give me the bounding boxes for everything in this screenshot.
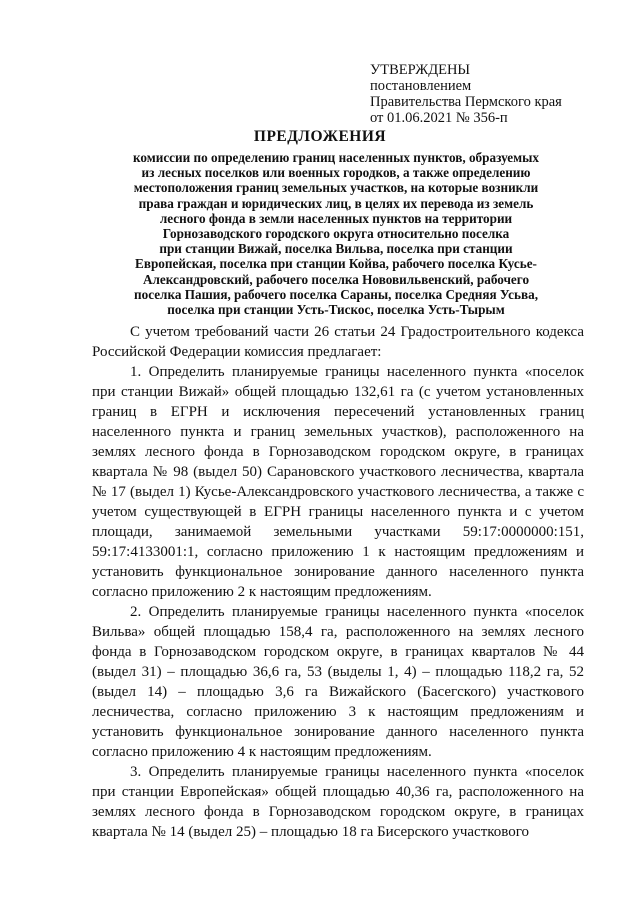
subtitle-line: права граждан и юридических лиц, в целях их перевода из земель	[138, 195, 534, 211]
subtitle-line: комиссии по определению границ населенных пунктов, образуемых	[132, 150, 540, 165]
approval-line: постановлением	[370, 78, 472, 94]
subtitle-line: из лесных поселков или военных городков, а также определению	[141, 165, 531, 181]
document-body	[92, 322, 584, 842]
subtitle-line: Европейская, поселка при станции Койва, рабочего поселка Кусье-	[135, 256, 537, 272]
subtitle-line: лесного фонда в земли населенных пунктов на территории	[159, 210, 513, 226]
document-title: ПРЕДЛОЖЕНИЯ	[253, 128, 387, 145]
intro-paragraph: С учетом требований части 26 статьи 24 Градостроительного кодекса Российской Федерации комиссия предлагает:	[92, 324, 584, 360]
subtitle-line: Горнозаводского городского округа относительно поселка	[162, 226, 510, 242]
subtitle-line: при станции Вижай, поселка Вильва, поселка при станции	[159, 241, 513, 257]
subtitle-line: поселка при станции Усть-Тискос, поселка Усть-Тырым	[167, 302, 505, 318]
paragraph-1: 1. Определить планируемые границы населенного пункта «поселок при станции Вижай» общей площадью 132,61 га (с учетом установленных границ в ЕГРН и исключения пересечений установленных границ населенного пункта и границ земельных участков), расположенного на землях лесного фонда в Горнозаводском городском округе, в границах квартала № 98 (выдел 50) Сарановского участкового лесничества, квартала № 17 (выдел 1) Кусье-Александровского участкового лесничества, а также с учетом существующей в ЕГРН границы населенного пункта и с учетом площади, занимаемой земельными участками 59:17:0000000:151, 59:17:4133001:1, согласно приложению 1 к настоящим предложениям и установить функциональное зонирование данного населенного пункта согласно приложению 2 к настоящим предложениям.	[92, 364, 584, 600]
paragraph-2: 2. Определить планируемые границы населенного пункта «поселок Вильва» общей площадью 158,4 га, расположенного на землях лесного фонда в Горнозаводском городском округе, в границах кварталов № 44 (выдел 31) – площадью 36,6 га, 53 (выделы 1, 4) – площадью 118,2 га, 52 (выдел 14) – площадью 3,6 га Вижайского (Басегского) участкового лесничества, согласно приложению 3 к настоящим предложениям и установить функциональное зонирование данного населенного пункта согласно приложению 4 к настоящим предложениям.	[92, 604, 584, 760]
subtitle-line: поселка Пашия, рабочего поселка Сараны, поселка Средняя Усьва,	[134, 286, 538, 302]
subtitle-line: местоположения границ земельных участков, на которые возникли	[133, 180, 539, 196]
approval-line: Правительства Пермского края	[370, 94, 562, 110]
approval-heading: УТВЕРЖДЕНЫ	[370, 62, 471, 78]
document-subtitle	[96, 150, 576, 317]
paragraph-3: 3. Определить планируемые границы населенного пункта «поселок при станции Европейская» общей площадью 40,36 га, расположенного на землях лесного фонда в Горнозаводском городском округе, в границах квартала № 14 (выдел 25) – площадью 18 га Бисерского участкового	[92, 764, 584, 840]
approval-line: от 01.06.2021 № 356-п	[370, 110, 508, 126]
subtitle-line: Александровский, рабочего поселка Нововильвенский, рабочего	[142, 271, 530, 287]
approval-stamp	[370, 62, 562, 126]
